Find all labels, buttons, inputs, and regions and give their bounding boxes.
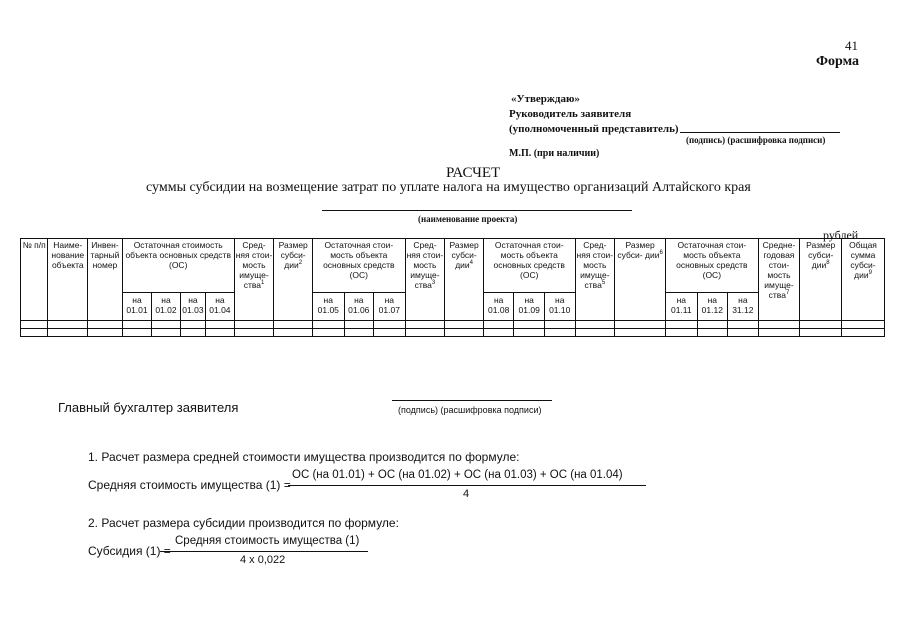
header-subsidy-2: Размер субси- дии$^2$: [274, 239, 313, 321]
accountant-signature-line: [392, 400, 552, 401]
approval-caption: (подпись) (расшифровка подписи): [686, 135, 826, 145]
date-cell: на 01.04: [206, 293, 235, 321]
page-subtitle: суммы субсидии на возмещение затрат по уплате налога на имущество организаций Алтайского края: [146, 180, 751, 195]
date-cell: на 01.01: [122, 293, 152, 321]
date-cell: на 01.03: [180, 293, 205, 321]
approval-line3: (уполномоченный представитель): [509, 123, 679, 135]
header-subsidy-8: Размер субси- дии$^8$: [800, 239, 842, 321]
header-avg-value-5: Сред- няя стои- мость имуще- ства$^5$: [575, 239, 615, 321]
header-avg-value-3: Сред- няя стои- мость имуще- ства$^3$: [405, 239, 445, 321]
formula2-lhs: Субсидия (1) =: [88, 544, 171, 558]
calculation-table: [20, 238, 885, 337]
accountant-label: Главный бухгалтер заявителя: [58, 400, 239, 415]
formula1-denominator: 4: [463, 488, 470, 500]
approval-line1: «Утверждаю»: [511, 93, 580, 105]
header-inventory: Инвен- тарный номер: [88, 239, 123, 321]
header-avg-year-value-7: Средне- годовая стои- мость имуще- ства$^7$: [758, 239, 800, 321]
formula2-numerator: Средняя стоимость имущества (1): [175, 535, 360, 547]
date-cell: на 01.12: [697, 293, 728, 321]
date-cell: на 01.07: [374, 293, 406, 321]
approval-line2: Руководитель заявителя: [509, 108, 632, 120]
date-cell: на 31.12: [728, 293, 759, 321]
date-cell: на 01.05: [313, 293, 345, 321]
page-title: РАСЧЕТ: [446, 165, 501, 181]
date-cell: на 01.06: [344, 293, 374, 321]
table-row: [21, 329, 885, 337]
date-cell: на 01.11: [666, 293, 698, 321]
header-residual-value-q2: Остаточная стои- мость объекта основных средств (ОС): [313, 239, 406, 293]
header-num: № п/п: [21, 239, 48, 321]
header-residual-value-q3: Остаточная стои- мость объекта основных средств (ОС): [483, 239, 575, 293]
currency-label: рублей: [823, 228, 859, 242]
header-subsidy-4: Размер субси- дии$^4$: [445, 239, 484, 321]
formula1-lhs: Средняя стоимость имущества (1) =: [88, 478, 291, 492]
header-residual-value-q4: Остаточная стои- мость объекта основных средств (ОС): [666, 239, 759, 293]
formula1-intro: 1. Расчет размера средней стоимости имущества производится по формуле:: [88, 450, 520, 464]
formula2-denominator: 4 x 0,022: [240, 554, 286, 566]
formula2-intro: 2. Расчет размера субсидии производится по формуле:: [88, 516, 399, 530]
formula1-numerator: ОС (на 01.01) + ОС (на 01.02) + ОС (на 01.03) + ОС (на 01.04): [292, 469, 623, 481]
date-cell: на 01.08: [483, 293, 514, 321]
accountant-caption: (подпись) (расшифровка подписи): [398, 405, 542, 415]
formula1-fraction-bar: [288, 485, 646, 486]
page-number: 41: [845, 38, 858, 53]
formula2-fraction-bar: [160, 551, 368, 552]
date-cell: на 01.09: [514, 293, 545, 321]
approval-stamp: М.П. (при наличии): [509, 148, 600, 159]
table-row: [21, 321, 885, 329]
header-name: Наиме- нование объекта: [48, 239, 88, 321]
date-cell: на 01.10: [544, 293, 575, 321]
project-name-line: [322, 210, 632, 211]
header-residual-value-q1: Остаточная стоимость объекта основных средств (ОС): [122, 239, 234, 293]
header-avg-value-1: Сред- няя стои- мость имуще- ства$^1$: [234, 239, 274, 321]
form-label: Форма: [816, 54, 860, 69]
date-cell: на 01.02: [152, 293, 180, 321]
project-caption: (наименование проекта): [418, 214, 518, 224]
header-total-subsidy-9: Общая сумма субси- дии$^9$: [842, 239, 885, 321]
approval-signature-line: [680, 132, 840, 133]
header-subsidy-6: Размер субси- дии$^6$: [615, 239, 666, 321]
